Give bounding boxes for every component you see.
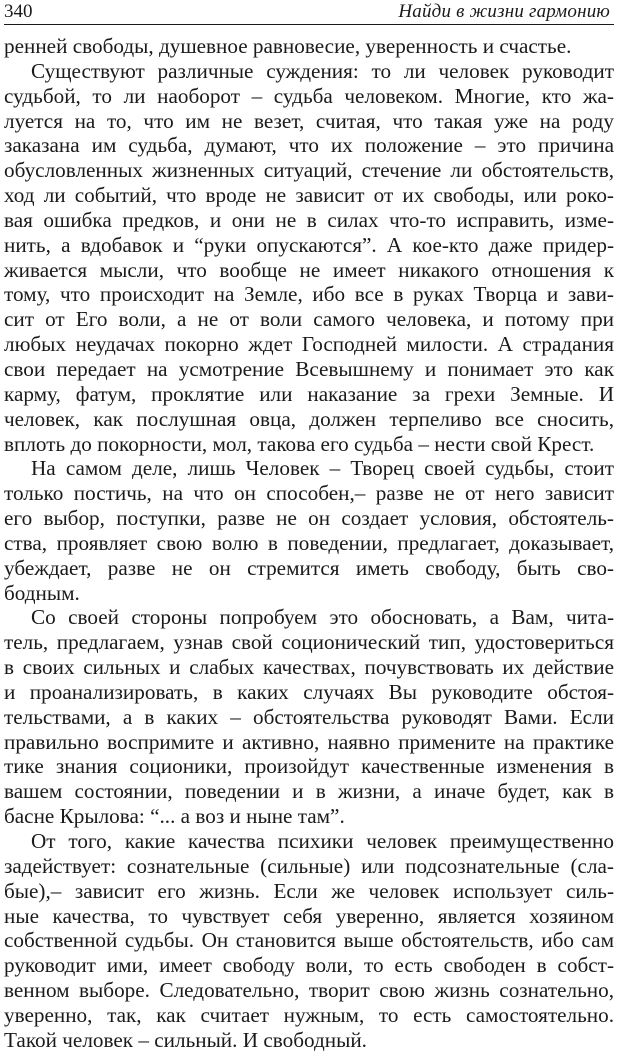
text-line: вплоть до покорности, мол, такова его судьба – нести свой Крест. [4, 431, 595, 456]
text-line: бодным. [4, 580, 80, 605]
text-line: только постичь, на что он способен,– разве не от него зависит [4, 481, 614, 506]
text-line: венном выборе. Следовательно, творит свою жизнь сознательно, [4, 978, 614, 1003]
page-header [4, 0, 614, 26]
text-line: обусловленных жизненных ситуаций, стечение ли обстоятельств, [4, 158, 614, 183]
running-title: Найди в жизни гармонию [398, 1, 610, 22]
text-line: бые),– зависит его жизнь. Если же человек использует силь- [4, 878, 614, 903]
text-line: карму, фатум, проклятие или наказание за грехи Земные. И [4, 381, 614, 406]
text-line: и проанализировать, в каких случаях Вы руководите обстоя- [4, 679, 614, 704]
text-line: вая ошибка предков, и они не в силах что-то исправить, изме- [4, 207, 614, 232]
text-line: в своих сильных и слабых качествах, почувствовать их действие [4, 655, 614, 680]
text-line: уверенно, так, как считает нужным, то есть самостоятельно. [4, 1002, 614, 1027]
text-line: убеждает, разве не он стремится иметь свободу, быть сво- [4, 555, 614, 580]
text-line: судьбой, то ли наоборот – судьба человеком. Многие, кто жа- [4, 83, 614, 108]
text-line: любых неудачах покорно ждет Господней милости. А страдания [4, 332, 614, 357]
text-line: Существуют различные суждения: то ли человек руководит [31, 58, 614, 83]
text-line: Со своей стороны попробуем это обосновать, а Вам, чита- [31, 605, 614, 630]
text-line: его выбор, поступки, разве не он создает условия, обстоятель- [4, 506, 614, 531]
text-line: заказана им судьба, думают, что их положение – это причина [4, 133, 614, 158]
text-line: человек, как послушная овца, должен терпеливо все сносить, [4, 406, 614, 431]
header-rule [4, 24, 614, 25]
text-line: тель, предлагаем, узнав свой соционический тип, удостовериться [4, 630, 614, 655]
text-line: ные качества, то чувствует себя уверенно, является хозяином [4, 903, 614, 928]
text-line: тельствами, а в каких – обстоятельства руководят Вами. Если [4, 704, 614, 729]
text-line: ренней свободы, душевное равновесие, уверенность и счастье. [4, 34, 572, 58]
text-line: ства, проявляет свою волю в поведении, предлагает, доказывает, [4, 530, 614, 555]
text-line: живается мысли, что вообще не имеет никакого отношения к [4, 257, 614, 282]
text-line: вашем состоянии, поведении и в жизни, а иначе будет, как в [4, 779, 614, 804]
page-number: 340 [4, 1, 33, 22]
text-line: руководит ими, имеет свободу воли, то есть свободен в собст- [4, 953, 614, 978]
text-line: На самом деле, лишь Человек – Творец своей судьбы, стоит [31, 456, 614, 481]
text-line: луется на то, что им не везет, считая, что такая уже на роду [4, 108, 614, 133]
text-line: тике знания соционики, произойдут качественные изменения в [4, 754, 614, 779]
text-line: От того, какие качества психики человек преимущественно [31, 829, 614, 853]
text-line: Такой человек – сильный. И свободный. [4, 1027, 367, 1052]
text-line: тому, что происходит на Земле, ибо все в руках Творца и зави- [4, 282, 614, 307]
text-line: собственной судьбы. Он становится выше обстоятельств, ибо сам [4, 928, 614, 953]
text-line: задействует: сознательные (сильные) или подсознательные (сла- [4, 853, 614, 878]
body-text [4, 34, 614, 1053]
text-line: сит от Его воли, а не от воли самого человека, и потому при [4, 307, 614, 332]
text-line: ход ли событий, что вроде не зависит от их свободы, или роко- [4, 183, 614, 208]
text-line: нить, а вдобавок и “руки опускаются”. А кое-кто даже придер- [4, 232, 614, 257]
text-line: басне Крылова: “... а воз и ныне там”. [4, 804, 345, 829]
text-line: свои передает на усмотрение Всевышнему и понимает это как [4, 356, 614, 381]
text-line: правильно воспримите и активно, наявно примените на практике [4, 729, 614, 754]
